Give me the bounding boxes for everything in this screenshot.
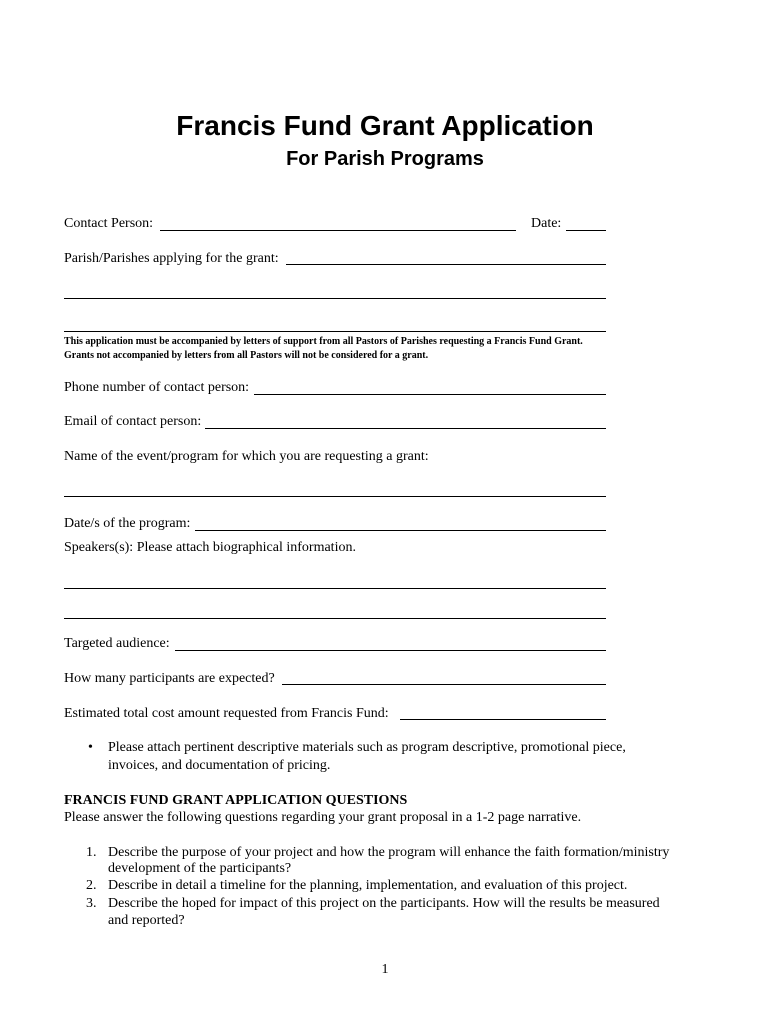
event-name-field[interactable] (64, 496, 606, 497)
email-label: Email of contact person: (64, 414, 202, 429)
question-3-line-1: Describe the hoped for impact of this project on the participants. How will the results be measured (108, 896, 660, 911)
date-label: Date: (531, 216, 562, 231)
parishes-field[interactable] (286, 264, 606, 265)
parishes-label: Parish/Parishes applying for the grant: (64, 251, 279, 266)
event-name-label: Name of the event/program for which you are requesting a grant: (64, 449, 429, 464)
attachments-note-line-1: Please attach pertinent descriptive materials such as program descriptive, promotional piece, (108, 740, 626, 755)
questions-intro: Please answer the following questions regarding your grant proposal in a 1-2 page narrative. (64, 810, 582, 825)
speakers-label: Speakers(s): Please attach biographical information. (64, 540, 356, 555)
document-subtitle: For Parish Programs (286, 148, 484, 170)
pastor-letter-notice-line-2: Grants not accompanied by letters from all Pastors will not be considered for a grant. (64, 350, 429, 361)
participants-field[interactable] (282, 684, 606, 685)
contact-person-field[interactable] (160, 230, 516, 231)
pastor-letter-notice-line-1: This application must be accompanied by letters of support from all Pastors of Parishes requesting a Francis Fund Grant. (64, 336, 583, 347)
question-2-line-1: Describe in detail a timeline for the planning, implementation, and evaluation of this project. (108, 878, 628, 893)
phone-label: Phone number of contact person: (64, 380, 250, 395)
participants-label: How many participants are expected? (64, 671, 275, 686)
question-2-number: 2. (86, 878, 97, 893)
contact-person-label: Contact Person: (64, 216, 154, 231)
document-title: Francis Fund Grant Application (176, 110, 594, 141)
question-1-line-2: development of the participants? (108, 861, 292, 876)
question-3-number: 3. (86, 896, 97, 911)
audience-label: Targeted audience: (64, 636, 170, 651)
speakers-field-line-1[interactable] (64, 588, 606, 589)
question-1-number: 1. (86, 845, 97, 860)
parishes-field-line-2[interactable] (64, 298, 606, 299)
parishes-field-line-3[interactable] (64, 331, 606, 332)
speakers-field-line-2[interactable] (64, 618, 606, 619)
program-dates-field[interactable] (195, 530, 606, 531)
cost-label: Estimated total cost amount requested from Francis Fund: (64, 706, 389, 721)
email-field[interactable] (205, 428, 606, 429)
question-1-line-1: Describe the purpose of your project and how the program will enhance the faith formation/ministry (108, 845, 670, 860)
page-number: 1 (381, 962, 389, 977)
question-3-line-2: and reported? (108, 913, 185, 928)
date-field[interactable] (566, 230, 606, 231)
cost-field[interactable] (400, 719, 606, 720)
program-dates-label: Date/s of the program: (64, 516, 191, 531)
audience-field[interactable] (175, 650, 606, 651)
questions-heading: FRANCIS FUND GRANT APPLICATION QUESTIONS (64, 793, 408, 808)
phone-field[interactable] (254, 394, 606, 395)
bullet-icon: • (88, 740, 93, 755)
attachments-note-line-2: invoices, and documentation of pricing. (108, 758, 331, 773)
